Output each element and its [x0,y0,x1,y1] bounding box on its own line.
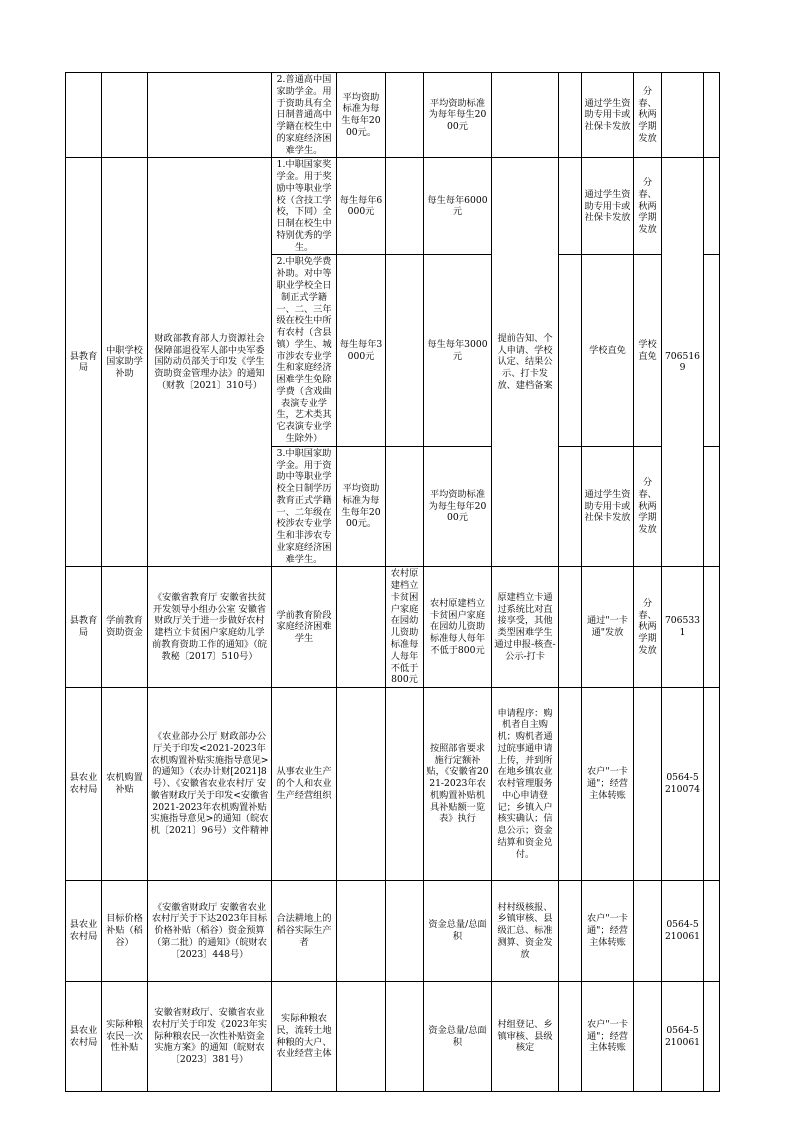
payment-time-cell: 分春、秋两学期发放 [634,73,662,158]
policy-basis-cell: 《安徽省教育厅 安徽省扶贫开发领导小组办公室 安徽省财政厅关于进一步做好农村建档立卡贫困户家庭幼儿学前教育资助工作的通知》（皖教秘〔2017〕510号） [148,567,272,688]
blank-cell [559,881,582,982]
blank-cell [634,982,662,1092]
blank-cell [704,688,720,881]
policy-basis-cell: 《安徽省财政厅 安徽省农业农村厅关于下达2023年目标价格补贴（稻谷）资金预算（第二批）的通知》（皖财农〔2023〕448号） [148,881,272,982]
payment-time-cell: 分春、秋两学期发放 [634,158,662,255]
subsidy-item-cell: 2.普通高中国家助学金。用于资助具有全日制普通高中学籍在校生中的家庭经济困难学生。 [272,73,337,158]
subsidy-standard-cell: 每生每年6000元 [337,158,386,255]
table-row [66,688,720,881]
table-row [66,567,720,688]
blank-cell [559,446,582,567]
subsidy-object-cell: 学前教育阶段家庭经济困难学生 [272,567,337,688]
blank-cell [634,688,662,881]
subsidy-amount-cell: 资金总量/总面积 [424,982,492,1092]
blank-cell [704,982,720,1092]
payment-method-cell: 农户"一卡通"；经营主体转账 [582,982,634,1092]
project-name-cell: 学前教育资助资金 [102,567,148,688]
contact-phone-cell: 7065169 [662,158,704,567]
project-name-cell: 目标价格补贴（稻谷） [102,881,148,982]
subsidy-object-cell: 合法耕地上的稻谷实际生产者 [272,881,337,982]
blank-cell [386,255,424,446]
blank-cell [704,158,720,255]
dept-cell [66,73,102,158]
project-name-cell [102,73,148,158]
policy-basis-cell: 财政部教育部人力资源社会保障部退役军人部中央军委国防动员部关于印发《学生资助资金管理办法》的通知（财教〔2021〕310号） [148,158,272,567]
payment-method-cell: 通过学生资助专用卡或社保卡发放 [582,446,634,567]
payment-method-cell: 农户"一卡通"；经营主体转账 [582,688,634,881]
payment-method-cell: 学校直免 [582,255,634,446]
procedure-cell: 村村级核报、乡镇审核、县级汇总、标准测算、资金发放 [492,881,559,982]
contact-phone-cell: 0564-5210074 [662,688,704,881]
blank-cell [337,688,386,881]
payment-method-cell: 通过"一卡通"发放 [582,567,634,688]
dept-cell: 县农业农村局 [66,688,102,881]
subsidy-item-cell: 2.中职免学费补助。对中等职业学校全日制正式学籍一、二、三年级在校生中所有农村（含县镇）学生、城市涉农专业学生和家庭经济困难学生免除学费（含戏曲表演专业学生，艺术类其它表演专业学生除外） [272,255,337,446]
subsidy-item-cell: 3.中职国家助学金。用于资助中等职业学校全日制学历教育正式学籍一、二年级在校涉农专业学生和非涉农专业家庭经济困难学生。 [272,446,337,567]
project-name-cell: 中职学校国家助学补助 [102,158,148,567]
blank-cell [559,567,582,688]
payment-time-cell: 分春、秋两学期发放 [634,446,662,567]
blank-cell [704,255,720,446]
subsidy-amount-cell: 按照部省要求施行定额补贴，《安徽省2021-2023年农机购置补贴机具补贴额一览表》执行 [424,688,492,881]
blank-cell [386,881,424,982]
subsidy-standard-cell: 每生每年3000元 [337,255,386,446]
subsidy-standard-cell: 平均资助标准为每生每年2000元。 [337,73,386,158]
blank-cell [559,255,582,446]
contact-phone-cell: 0564-5210061 [662,881,704,982]
table-row [66,982,720,1092]
blank-cell [704,881,720,982]
table-row [66,158,720,255]
subsidy-object-cell: 实际种粮农民，流转土地种粮的大户、农业经营主体 [272,982,337,1092]
dept-cell: 县农业农村局 [66,881,102,982]
payment-method-cell: 农户"一卡通"；经营主体转账 [582,881,634,982]
procedure-cell: 原建档立卡通过系统比对直接享受，其他类型困难学生通过申报-核查-公示-打卡 [492,567,559,688]
project-name-cell: 农机购置补贴 [102,688,148,881]
blank-cell [704,73,720,158]
subsidy-amount-cell: 每生每年6000元 [424,158,492,255]
payment-time-cell: 学校直免 [634,255,662,446]
blank-cell [559,73,582,158]
policy-basis-cell: 安徽省财政厅、安徽省农业农村厅关于印发《2023年实际种粮农民一次性补贴资金实施方案》的通知（皖财农〔2023〕381号） [148,982,272,1092]
payment-method-cell: 通过学生资助专用卡或社保卡发放 [582,73,634,158]
blank-cell [337,881,386,982]
dept-cell: 县教育局 [66,158,102,567]
subsidy-standard-cell: 平均资助标准为每生每年2000元。 [337,446,386,567]
blank-cell [337,567,386,688]
dept-cell: 县农业农村局 [66,982,102,1092]
payment-time-cell: 分春、秋两学期发放 [634,567,662,688]
blank-cell [704,567,720,688]
subsidy-item-cell: 1.中职国家奖学金。用于奖励中等职业学校（含技工学校，下同）全日制在校生中特别优秀的学生。 [272,158,337,255]
contact-phone-cell: 7065331 [662,567,704,688]
dept-cell: 县教育局 [66,567,102,688]
procedure-cell [492,73,559,158]
blank-cell [634,881,662,982]
blank-cell [559,688,582,881]
subsidy-amount-cell: 平均资助标准为每年每生2000元 [424,73,492,158]
payment-method-cell: 通过学生资助专用卡或社保卡发放 [582,158,634,255]
project-name-cell: 实际种粮农民一次性补贴 [102,982,148,1092]
procedure-cell: 村组登记、乡镇审核、县级核定 [492,982,559,1092]
blank-cell [337,982,386,1092]
policy-basis-cell: 《农业部办公厅 财政部办公厅关于印发<2021-2023年农机购置补贴实施指导意见>的通知》（农办计财[2021]8号）、《安徽省农业农村厅 安徽省财政厅关于印发<安徽省2021-2023年农机购置补贴实施指导意见>的通知（皖农机〔2021〕96号）文件精神 [148,688,272,881]
subsidy-amount-cell: 每生每年3000元 [424,255,492,446]
subsidy-object-cell: 从事农业生产的个人和农业生产经营组织 [272,688,337,881]
blank-cell [386,158,424,255]
procedure-cell: 提前告知、个人申请、学校认定、结果公示、打卡发放、建档备案 [492,158,559,567]
blank-cell [386,446,424,567]
table-row [66,881,720,982]
subsidy-policy-table [65,72,720,1092]
subsidy-standard-cell: 农村原建档立卡贫困户家庭在园幼儿资助标准每人每年不低于800元 [386,567,424,688]
subsidy-amount-cell: 资金总量/总面积 [424,881,492,982]
subsidy-amount-cell: 平均资助标准为每生每年2000元 [424,446,492,567]
blank-cell [704,446,720,567]
blank-cell [559,158,582,255]
table-row [66,73,720,158]
policy-basis-cell [148,73,272,158]
blank-cell [386,982,424,1092]
blank-cell [386,688,424,881]
procedure-cell: 申请程序：购机者自主购机；购机者通过皖事通申请上传，并到所在地乡镇农业农村管理服务中心申请登记；乡镇入户核实确认；信息公示；资金结算和资金兑付。 [492,688,559,881]
blank-cell [386,73,424,158]
contact-phone-cell: 0564-5210061 [662,982,704,1092]
blank-cell [559,982,582,1092]
subsidy-amount-cell: 农村原建档立卡贫困户家庭在园幼儿资助标准每人每年不低于800元 [424,567,492,688]
contact-phone-cell [662,73,704,158]
